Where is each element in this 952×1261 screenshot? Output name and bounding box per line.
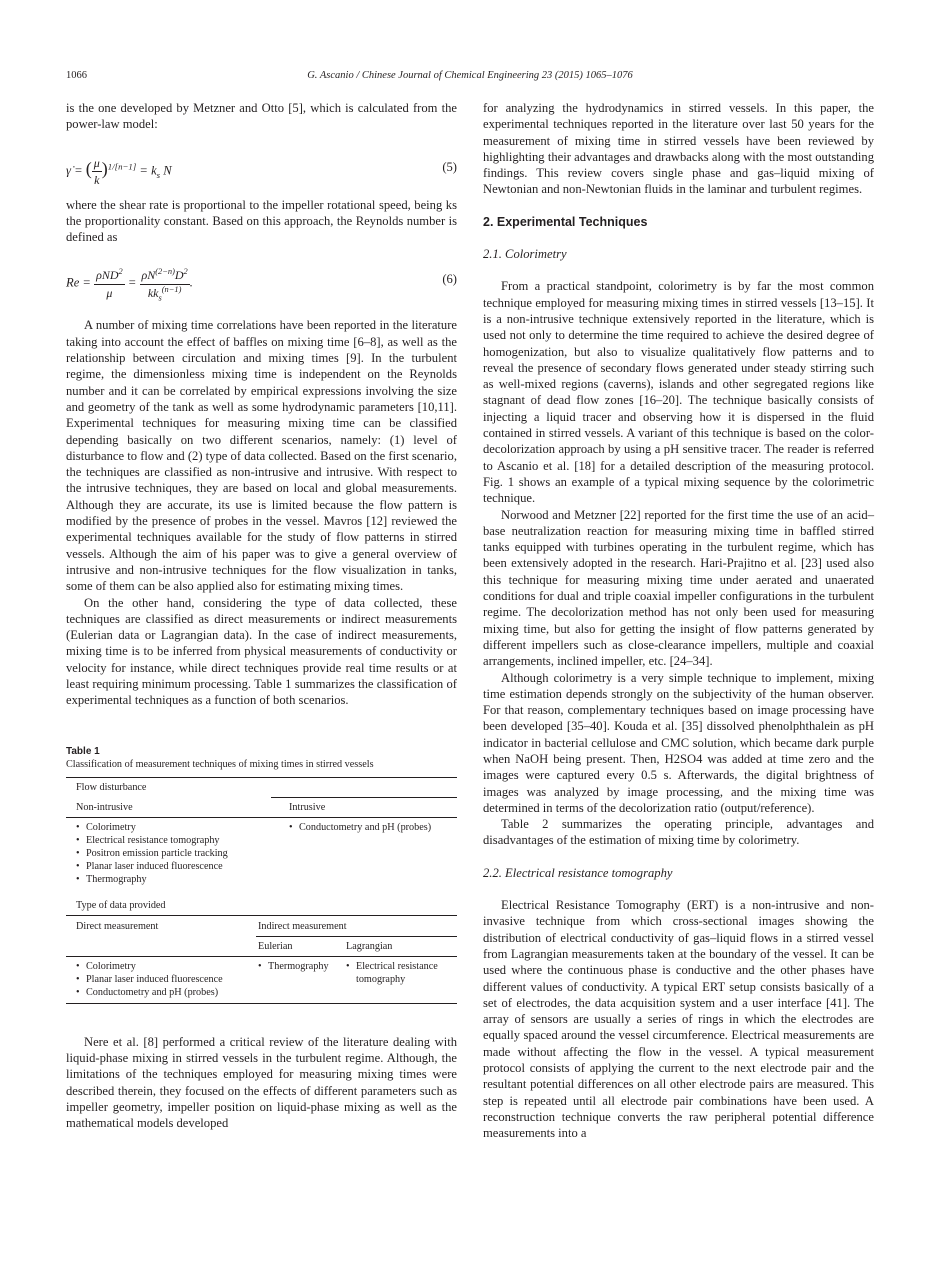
table-group-label: Flow disturbance [76,781,147,793]
paragraph: Table 2 summarizes the operating principle, advantages and disadvantages of the estimation of mixing time by colorimetry. [483,817,874,848]
table-header: Direct measurement [76,920,159,932]
list-item: • Conductometry and pH (probes) [76,986,254,999]
table-rule [66,1003,457,1004]
list-item: • Colorimetry [76,960,254,973]
table-header: Intrusive [289,801,326,813]
subsection-heading: 2.2. Electrical resistance tomography [483,865,673,880]
table-header: Non-intrusive [76,801,133,813]
equation-5 [66,149,457,187]
paragraph: Norwood and Metzner [22] reported for the first time the use of an acid–base neutralization reaction for measuring mixing time in baffled stirred tanks equipped with turbines operating in the turbulent regime, which has been extensively adopted in the research. Hari-Prajitno et al. [23] used also this technique for measuring mixing time under aerated and unaerated conditions for dual and triple coaxial impeller configurations in the turbulent regime. The decolorization method has not only been used for measuring mixing time, but also for getting the insight of flow patterns generated by different impellers such as close-clearance impellers, multiple and coaxial arrangements, inclined impeller, etc. [24–34]. [483,507,874,669]
list-item: • Electrical resistance tomography [76,834,266,847]
paragraph: A number of mixing time correlations have been reported in the literature taking into account the effect of baffles on mixing time [6–8], as well as the relationship between circulation and mixing times [9]. In the turbulent regime, the dimensionless mixing time is independent on the Reynolds number and it can be correlated by empirical expressions involving the size and geometry of the tank as well as some hydrodynamic parameters [10,11]. Experimental techniques for measuring mixing time can be classified depending basically on two different scenarios, namely: (1) level of disturbance to flow and (2) type of data collected. Based on the first scenario, the techniques are classified as non-intrusive and intrusive. With respect to the intrusive techniques, they are based on local and global measurements. Although they are accurate, its use is limited because the flow pattern is modified by the presence of probes in the vessel. Mavros [12] reviewed the experimental techniques available for the study of flow patterns in stirred vessels. Although the aim of his paper was to give a general overview of intrusive and non-intrusive techniques for the flow visualization in tanks, some of them can be also applied also for estimating mixing times. [66,318,457,594]
list-item: • Electrical resistance tomography [346,960,456,986]
page-header [66,70,874,86]
paragraph: where the shear rate is proportional to the impeller rotational speed, being ks the proportionality constant. Based on this approach, the Reynolds number is defined as [66,197,457,245]
list-item: • Colorimetry [76,821,266,834]
table-rule [271,797,457,798]
table-caption: Classification of measurement techniques of mixing times in stirred vessels [66,758,374,770]
equation-5-expression: γ̇ = ( $\frac{\mu}{k}$ )$^{1/[n-1]} = k_s$ N [66,155,172,187]
table-header: Lagrangian [346,940,393,952]
table-subheader-row [66,937,457,956]
table-body-row [66,957,457,1003]
section-heading: 2. Experimental Techniques [483,214,648,229]
running-head: G. Ascanio / Chinese Journal of Chemical Engineering 23 (2015) 1065–1076 [307,70,633,81]
paragraph: Although colorimetry is a very simple technique to implement, mixing time estimation depends strongly on the subjectivity of the human observer. For that reason, complementary techniques based on image processing have been developed [35–40]. Kouda et al. [35] dissolved phenolphthalein as pH indicator in bacterial cellulose and CMC solution, which became dark purple when NaOH being present. Then, H2SO4 was added at time zero and the images were captured every 0.5 s. Afterwards, the digital brightness of images was analyzed by image processing, and the mixing time was determined in terms of the decolorization ratio (output/reference). [483,670,874,815]
paragraph: On the other hand, considering the type of data collected, these techniques are classified as direct measurements or indirect measurements (Eulerian data or Lagrangian data). In the case of indirect measurements, mixing time is to be inferred from physical measurements of conductivity or velocity for instance, while direct techniques provide real time results or at least requiring minimum processing. Table 1 summarizes the classification of experimental techniques as a function of both scenarios. [66,595,457,708]
table-body-row [66,818,457,895]
list-item: • Planar laser induced fluorescence [76,860,266,873]
eulerian-list [258,960,344,973]
paragraph: From a practical standpoint, colorimetry is by far the most common technique employed for measuring mixing times in stirred vessels [13–15]. It is a non-intrusive technique extensively reported in the literature, which is used not only to determine the time required to achieve the desired degree of homogenization, but also to visualize qualitatively flow patterns and to reveal the presence of secondary flows generated under steady stirring such as well-mixed regions (caverns), islands and other segregated regions like stagnant of dead flow zones [16–20]. The technique basically consists of injecting a liquid tracer and observing how it is dispersed in the fluid contained in stirred vessels. A variant of this technique is based on the color-decolorization approach by using a pH sensitive tracer. The reader is referred to Ascanio et al. [18] for a detailed description of the measuring protocol. Fig. 1 shows an example of a typical mixing sequence by the colorimetric technique. [483,279,874,506]
list-item: • Planar laser induced fluorescence [76,973,254,986]
list-item: • Conductometry and pH (probes) [289,821,459,834]
subsection-heading: 2.1. Colorimetry [483,247,567,262]
left-column [66,100,457,1131]
equation-6 [66,261,457,301]
page-number: 1066 [66,70,87,81]
table-header-row [66,797,457,817]
right-column [483,100,874,1142]
list-item: • Thermography [258,960,344,973]
table-header: Eulerian [258,940,293,952]
lagrangian-list [346,960,456,986]
list-item: • Thermography [76,873,266,886]
table-title: Table 1 [66,745,100,757]
table-1 [66,745,457,1004]
table-header-row [66,916,457,936]
equation-6-number: (6) [442,272,457,287]
paragraph: for analyzing the hydrodynamics in stirred vessels. In this paper, the experimental techniques reported in the literature over last 50 years for the measurement of mixing time in stirred vessels have been reviewed by highlighting their advantages and drawbacks along with the most outstanding findings. This review covers single phase and gas–liquid mixing of Newtonian and non-Newtonian fluids in the laminar and turbulent regimes. [483,101,874,197]
direct-list [76,960,254,999]
equation-5-number: (5) [442,159,457,174]
paragraph: Nere et al. [8] performed a critical review of the literature dealing with liquid-phase mixing in stirred vessels in the turbulent regime. Although, the limitations of the techniques employed for measuring mixing times were described therein, they focused on the effects of different parameters such as impeller geometry, impeller position on liquid-phase mixing as well as the mathematical models developed [66,1034,457,1131]
paragraph: Electrical Resistance Tomography (ERT) is a non-intrusive and non-invasive technique from which cross-sectional images showing the distribution of electrical conductivity of gas–liquid flows in a stirred vessel from Lagrangian measurements taken at the boundary of the vessel. It can be used where the continuous phase is conductive and the other phases have different values of conductivity. A typical ERT setup consists basically of a set of electrodes, the data acquisition system and a user interface [41]. The array of sensors are usually a series of rings in which the electrodes are equally spaced around the vessel circumference. Electrical measurements are made without affecting the flow in the vessel. A typical measurement protocol consists of applying the current to the next electrode pair and the resultant potential differences on all other electrode pairs are measured. This step is repeated until all electrode pair combinations have been used. A reconstruction technique converts the raw peripheral potential difference measurements into a [483,898,874,1141]
table-header: Indirect measurement [258,920,347,932]
paragraph: is the one developed by Metzner and Otto [5], which is calculated from the power-law model: [66,101,457,132]
list-item: • Positron emission particle tracking [76,847,266,860]
intrusive-list [289,821,459,834]
table-group-label: Type of data provided [76,899,166,911]
equation-6-expression: Re = $\frac{\rho ND^2}{\mu}$ = $\frac{\rho N^{(2-n)}D^2}{kk_s^{(n-1)}}$ . [66,267,193,303]
non-intrusive-list [76,821,266,886]
